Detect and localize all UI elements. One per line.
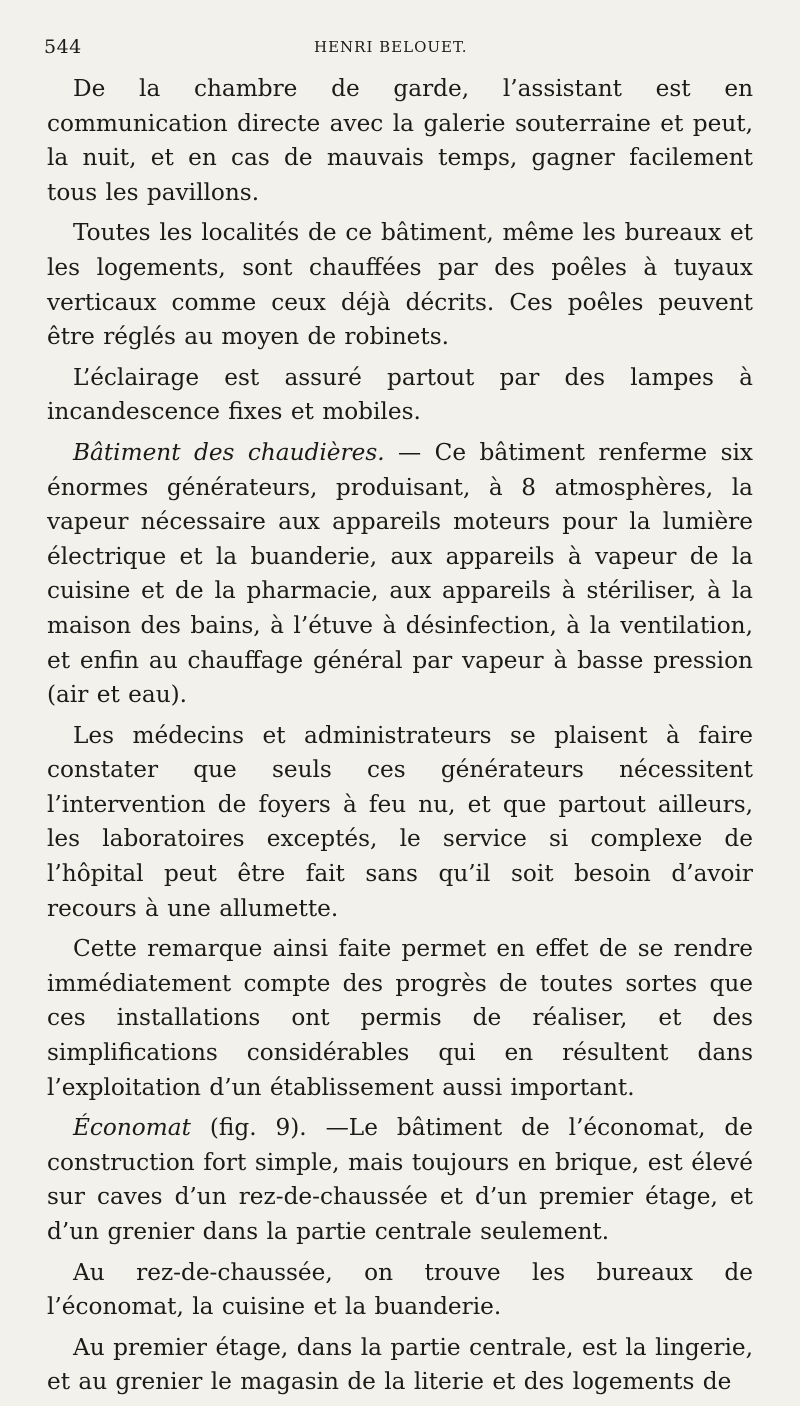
body-text [47,72,753,1406]
paragraph: Les médecins et administrateurs se plaisent à faire constater que seuls ces générateurs nécessitent l’intervention de foyers à feu nu, et que partout ailleurs, les laboratoires exceptés, le service si complexe de l’hôpital peut être fait sans qu’il soit besoin d’avoir recours à une allumette. [47,721,753,922]
paragraph: Cette remarque ainsi faite permet en effet de se rendre immédiatement compte des progrès de toutes sortes que ces installations ont permis de réaliser, et des simplifications considérables qui en résultent dans l’exploitation d’un établissement aussi important. [47,935,753,1101]
paragraph: Au premier étage, dans la partie centrale, est la lingerie, et au grenier le magasin de la literie et des logements de [47,1333,753,1396]
paragraph: Économat (fig. 9). —Le bâtiment de l’économat, de construction fort simple, mais toujours en brique, est élevé sur caves d’un rez-de-chaussée et d’un premier étage, et d’un grenier dans la partie centrale seulement. [47,1114,753,1245]
paragraph: Au rez-de-chaussée, on trouve les bureaux de l’économat, la cuisine et la buanderie. [47,1258,753,1321]
paragraph: De la chambre de garde, l’assistant est en communication directe avec la galerie souterraine et peut, la nuit, et en cas de mauvais temps, gagner facilement tous les pavillons. [47,75,753,206]
paragraph: Bâtiment des chaudières. — Ce bâtiment renferme six énormes générateurs, produisant, à 8 atmosphères, la vapeur nécessaire aux appareils moteurs pour la lumière électrique et la buanderie, aux appareils à vapeur de la cuisine et de la pharmacie, aux appareils à stériliser, à la maison des bains, à l’étuve à désinfection, à la ventilation, et enfin au chauffage général par vapeur à basse pression (air et eau). [47,438,753,709]
running-head-title: HENRI BELOUET. [314,38,468,56]
paragraph: L’éclairage est assuré partout par des lampes à incandescence fixes et mobiles. [47,363,753,426]
page-number: 544 [44,36,82,58]
section-heading: Économat [73,1114,191,1142]
paragraph: Toutes les localités de ce bâtiment, même les bureaux et les logements, sont chauffées par des poêles à tuyaux verticaux comme ceux déjà décrits. Ces poêles peuvent être réglés au moyen de robinets. [47,219,753,351]
section-heading: Bâtiment des chaudières. [73,438,385,466]
running-head [44,36,754,64]
